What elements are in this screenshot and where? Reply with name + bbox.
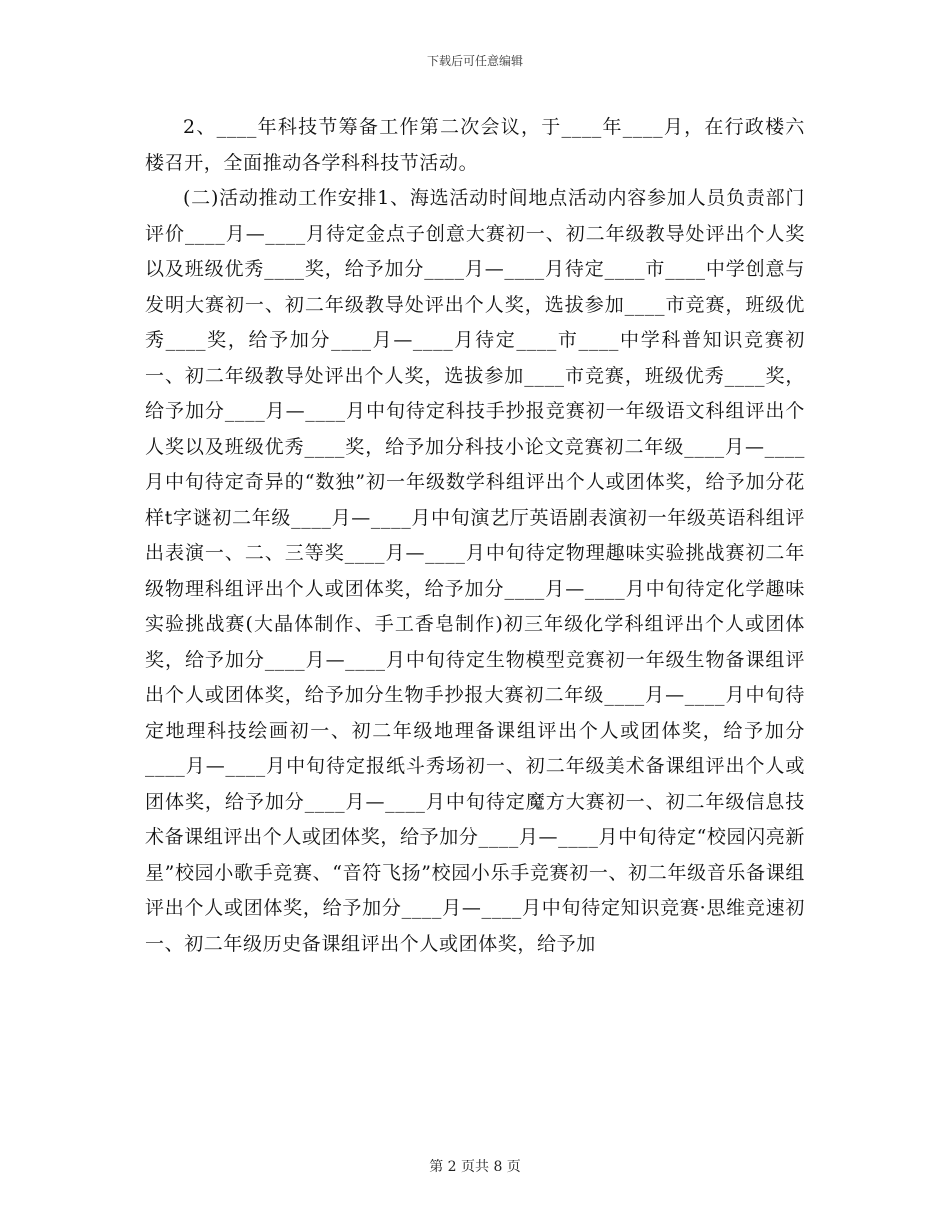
paragraph-activity-schedule: (二)活动推动工作安排1、海选活动时间地点活动内容参加人员负责部门评价____月—____月待定金点子创意大赛初一、初二年级教导处评出个人奖以及班级优秀____奖，给予加分____月—____月待定____市____中学创意与发明大赛初一、初二年级教导处评出个人奖，选拔参加____市竞赛，班级优秀____奖，给予加分____月—____月待定____市____中学科普知识竞赛初一、初二年级教导处评出个人奖，选拔参加____市竞赛，班级优秀____奖，给予加分____月—____月中旬待定科技手抄报竞赛初一年级语文科组评出个人奖以及班级优秀____奖，给予加分科技小论文竞赛初二年级____月—____月中旬待定奇异的“数独”初一年级数学科组评出个人或团体奖，给予加分花样t字谜初二年级____月—____月中旬演艺厅英语剧表演初一年级英语科组评出表演一、二、三等奖____月—____月中旬待定物理趣味实验挑战赛初二年级物理科组评出个人或团体奖，给予加分____月—____月中旬待定化学趣味实验挑战赛(大晶体制作、手工香皂制作)初三年级化学科组评出个人或团体奖，给予加分____月—____月中旬待定生物模型竞赛初一年级生物备课组评出个人或团体奖，给予加分生物手抄报大赛初二年级____月—____月中旬待定地理科技绘画初一、初二年级地理备课组评出个人或团体奖，给予加分____月—____月中旬待定报纸斗秀场初一、初二年级美术备课组评出个人或团体奖，给予加分____月—____月中旬待定魔方大赛初一、初二年级信息技术备课组评出个人或团体奖，给予加分____月—____月中旬待定“校园闪亮新星”校园小歌手竞赛、“音符飞扬”校园小乐手竞赛初一、初二年级音乐备课组评出个人或团体奖，给予加分____月—____月中旬待定知识竞赛·思维竞速初一、初二年级历史备课组评出个人或团体奖，给予加	[145, 187, 805, 955]
page-header: 下载后可任意编辑	[426, 54, 523, 68]
paragraph-meeting: 2、____年科技节筹备工作第二次会议，于____年____月，在行政楼六楼召开，全面推动各学科科技节活动。	[145, 116, 805, 174]
page-footer: 第 2 页共 8 页	[429, 1159, 521, 1175]
document-body	[145, 110, 805, 962]
